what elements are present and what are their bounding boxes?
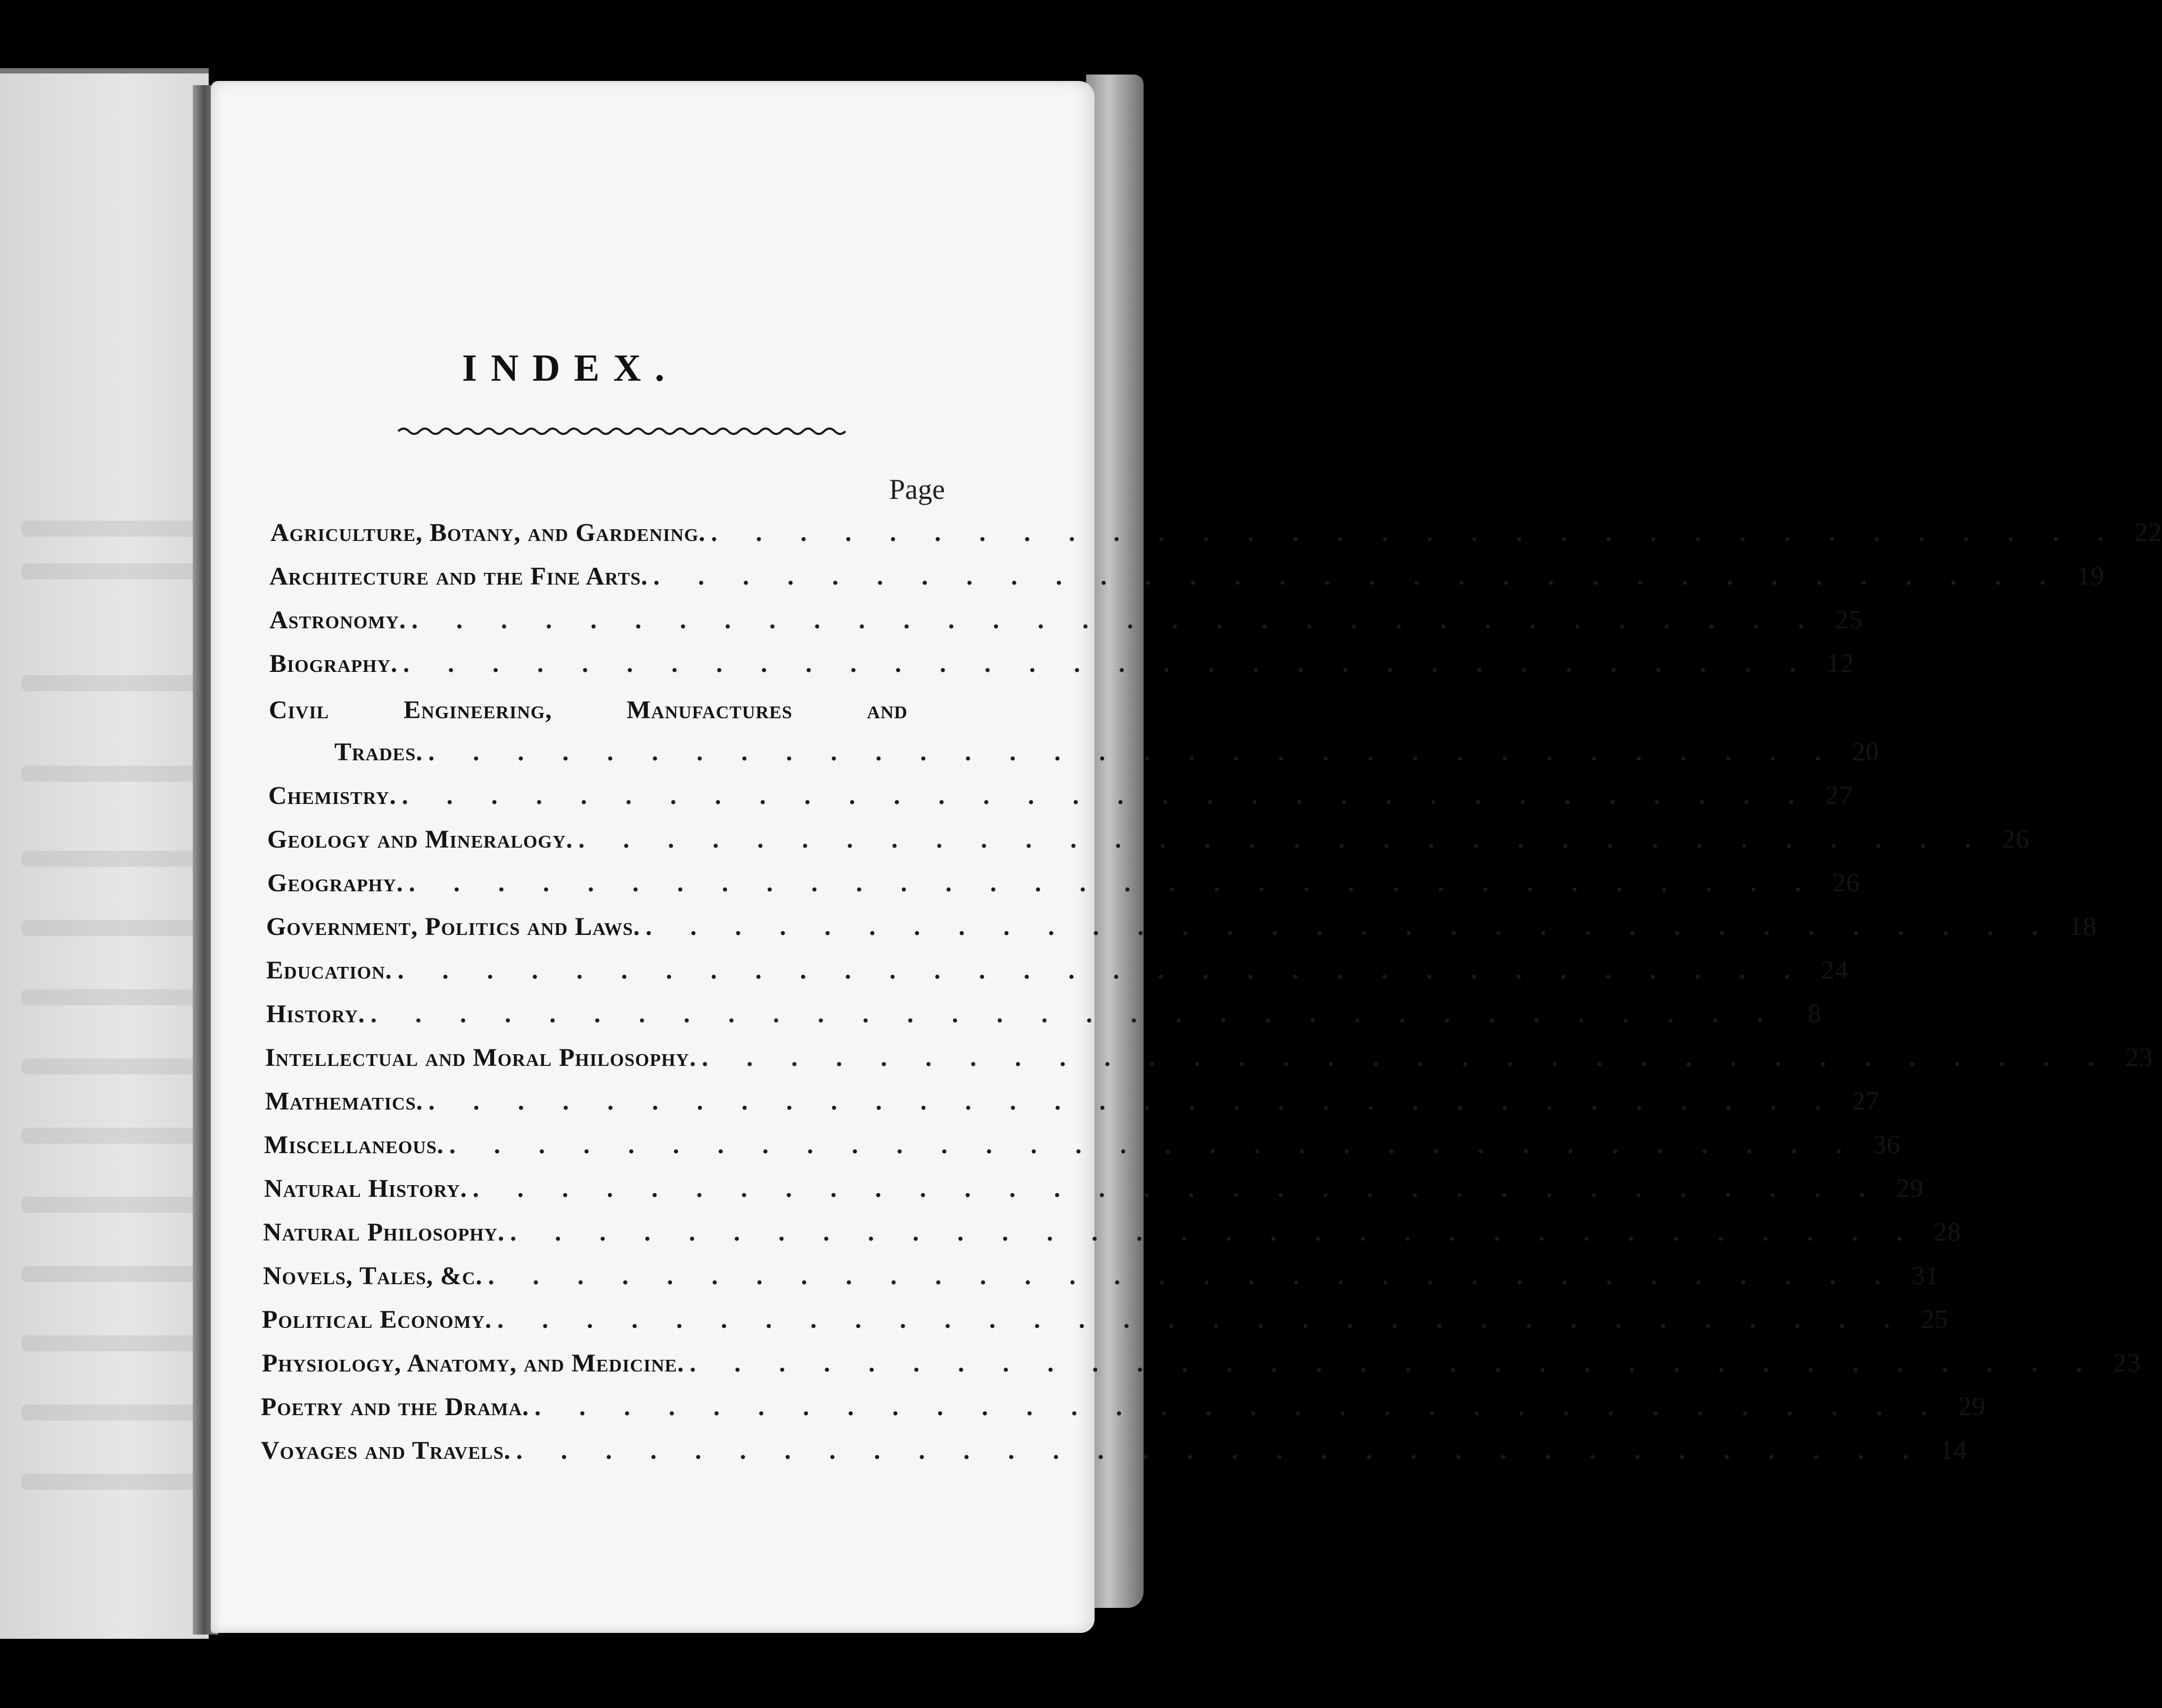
entry-page-number: 27 bbox=[1852, 1086, 1880, 1115]
leader-dots: . . . . . . . . . . . . . . . . . . . . . . . . . . . . . . . . bbox=[428, 1087, 1837, 1115]
index-entry bbox=[261, 1434, 1968, 1477]
index-entry bbox=[262, 1303, 1949, 1346]
bleed-through-line bbox=[21, 1128, 197, 1144]
entry-label: History. bbox=[266, 1000, 365, 1028]
bleed-through-line bbox=[21, 521, 197, 537]
bleed-through-line bbox=[21, 675, 197, 691]
leader-dots: . . . . . . . . . . . . . . . . . . . . . . . . . . . . . . . . bbox=[702, 1044, 2111, 1072]
entry-page-number: 24 bbox=[1821, 955, 1849, 984]
entry-page-number: 14 bbox=[1939, 1435, 1968, 1465]
entry-page-number: 23 bbox=[2113, 1348, 2141, 1377]
bleed-through-line bbox=[21, 766, 197, 782]
bleed-through-line bbox=[21, 920, 197, 936]
leader-dots: . . . . . . . . . . . . . . . . . . . . . . . . . . . . . . . . bbox=[408, 869, 1818, 897]
leader-dots: . . . . . . . . . . . . . . . . . . . . . . . . . . . . . . . . bbox=[411, 606, 1820, 634]
entry-label: Geography. bbox=[267, 869, 404, 897]
page-title: INDEX. bbox=[462, 347, 679, 389]
leader-dots: . . . . . . . . . . . . . . . . . . . . . . . . . . . . . . . . bbox=[370, 1000, 1779, 1028]
index-entry-continuation bbox=[334, 736, 1880, 778]
entry-label: Mathematics. bbox=[265, 1087, 423, 1115]
index-entry bbox=[266, 954, 1849, 997]
entry-page-number: 27 bbox=[1825, 780, 1853, 810]
bleed-through-line bbox=[21, 1058, 197, 1074]
leader-dots: . . . . . . . . . . . . . . . . . . . . . . . . . . . . . . . . bbox=[472, 1175, 1881, 1203]
leader-dots: . . . . . . . . . . . . . . . . . . . . . . . . . . . . . . . . bbox=[403, 650, 1812, 678]
index-entry bbox=[261, 1391, 1986, 1433]
leader-dots: . . . . . . . . . . . . . . . . . . . . . . . . . . . . . . . . bbox=[534, 1393, 1943, 1421]
index-entry bbox=[267, 867, 1860, 909]
leader-dots: . . . . . . . . . . . . . . . . . . . . . . . . . . . . . . . . bbox=[689, 1349, 2099, 1377]
entry-label: Voyages and Travels. bbox=[261, 1436, 511, 1465]
entry-page-number: 29 bbox=[1896, 1173, 1924, 1203]
entry-label: Biography. bbox=[269, 650, 398, 678]
entry-label: Trades. bbox=[334, 738, 423, 766]
facing-page bbox=[0, 68, 209, 1639]
bleed-through-line bbox=[21, 1335, 197, 1351]
leader-dots: . . . . . . . . . . . . . . . . . . . . . . . . . . . . . . . . bbox=[516, 1436, 1925, 1465]
leader-dots: . . . . . . . . . . . . . . . . . . . . . . . . . . . . . . . . bbox=[497, 1305, 1906, 1334]
index-entry bbox=[265, 1085, 1880, 1128]
index-entry bbox=[269, 604, 1863, 646]
leader-dots: . . . . . . . . . . . . . . . . . . . . . . . . . . . . . . . . bbox=[428, 738, 1837, 766]
index-entry bbox=[264, 1129, 1901, 1171]
entry-label: Physiology, Anatomy, and Medicine. bbox=[262, 1349, 685, 1377]
entry-label: Geology and Mineralogy. bbox=[267, 825, 573, 853]
entry-label-word: Engineering, bbox=[404, 696, 553, 724]
leader-dots: . . . . . . . . . . . . . . . . . . . . . . . . . . . . . . . . bbox=[578, 825, 1987, 853]
entry-label: Architecture and the Fine Arts. bbox=[269, 562, 648, 590]
leader-dots: . . . . . . . . . . . . . . . . . . . . . . . . . . . . . . . . bbox=[645, 913, 2054, 941]
entry-label: Agriculture, Botany, and Gardening. bbox=[270, 519, 706, 547]
leader-dots: . . . . . . . . . . . . . . . . . . . . . . . . . . . . . . . . bbox=[401, 782, 1811, 810]
page-column-header: Page bbox=[889, 473, 945, 505]
index-entry bbox=[266, 910, 2097, 953]
entry-label: Intellectual and Moral Philosophy. bbox=[265, 1044, 697, 1072]
entry-label: Education. bbox=[266, 956, 392, 984]
entry-page-number: 28 bbox=[1933, 1217, 1961, 1246]
entry-label: Poetry and the Drama. bbox=[261, 1393, 529, 1421]
entry-page-number: 25 bbox=[1835, 604, 1863, 634]
index-entry-first-line bbox=[269, 695, 908, 725]
index-entry bbox=[263, 1260, 1939, 1302]
entry-label: Natural History. bbox=[264, 1175, 467, 1203]
bleed-through-line bbox=[21, 1197, 197, 1213]
entry-page-number: 31 bbox=[1911, 1260, 1939, 1290]
index-entry bbox=[262, 1347, 2141, 1390]
entry-page-number: 23 bbox=[2125, 1042, 2153, 1072]
leader-dots: . . . . . . . . . . . . . . . . . . . . . . . . . . . . . . . . bbox=[711, 519, 2120, 547]
index-entry bbox=[269, 647, 1855, 690]
index-entry bbox=[267, 823, 2030, 866]
entry-page-number: 19 bbox=[2077, 561, 2105, 590]
entry-label: Government, Politics and Laws. bbox=[266, 913, 640, 941]
index-entry bbox=[265, 1041, 2153, 1084]
entry-label: Astronomy. bbox=[269, 606, 406, 634]
entry-page-number: 20 bbox=[1852, 736, 1880, 766]
entry-label: Novels, Tales, &c. bbox=[263, 1262, 483, 1290]
leader-dots: . . . . . . . . . . . . . . . . . . . . . . . . . . . . . . . . bbox=[397, 956, 1806, 984]
bleed-through-line bbox=[21, 1266, 197, 1282]
entry-page-number: 18 bbox=[2069, 911, 2097, 941]
bleed-through-line bbox=[21, 1405, 197, 1420]
index-entry bbox=[269, 560, 2105, 603]
leader-dots: . . . . . . . . . . . . . . . . . . . . . . . . . . . . . . . . bbox=[449, 1131, 1858, 1159]
entry-page-number: 26 bbox=[2002, 824, 2030, 853]
entry-page-number: 36 bbox=[1872, 1129, 1901, 1159]
entry-label-word: and bbox=[867, 696, 908, 724]
entry-page-number: 29 bbox=[1958, 1391, 1986, 1421]
index-entry bbox=[266, 998, 1822, 1040]
entry-page-number: 22 bbox=[2134, 517, 2162, 547]
entry-label: Miscellaneous. bbox=[264, 1131, 444, 1159]
leader-dots: . . . . . . . . . . . . . . . . . . . . . . . . . . . . . . . . bbox=[509, 1218, 1919, 1246]
entry-label: Natural Philosophy. bbox=[263, 1218, 505, 1246]
entry-label-word: Civil bbox=[269, 696, 330, 724]
index-entry bbox=[263, 1216, 1961, 1259]
bleed-through-line bbox=[21, 851, 197, 867]
index-entry bbox=[268, 779, 1853, 822]
bleed-through-line bbox=[21, 1474, 197, 1490]
entry-label-word: Manufactures bbox=[626, 696, 793, 724]
leader-dots: . . . . . . . . . . . . . . . . . . . . . . . . . . . . . . . . bbox=[653, 562, 2062, 590]
index-entry bbox=[264, 1172, 1924, 1215]
entry-page-number: 26 bbox=[1832, 867, 1860, 897]
bleed-through-line bbox=[21, 563, 197, 579]
entry-page-number: 12 bbox=[1827, 648, 1855, 678]
leader-dots: . . . . . . . . . . . . . . . . . . . . . . . . . . . . . . . . bbox=[488, 1262, 1897, 1290]
entry-page-number: 8 bbox=[1807, 998, 1822, 1028]
entry-page-number: 25 bbox=[1921, 1304, 1949, 1334]
entry-label: Chemistry. bbox=[268, 782, 397, 810]
decorative-rule bbox=[398, 425, 840, 438]
bleed-through-line bbox=[21, 989, 197, 1005]
index-entry bbox=[270, 516, 2162, 559]
entry-label: Political Economy. bbox=[262, 1305, 492, 1334]
